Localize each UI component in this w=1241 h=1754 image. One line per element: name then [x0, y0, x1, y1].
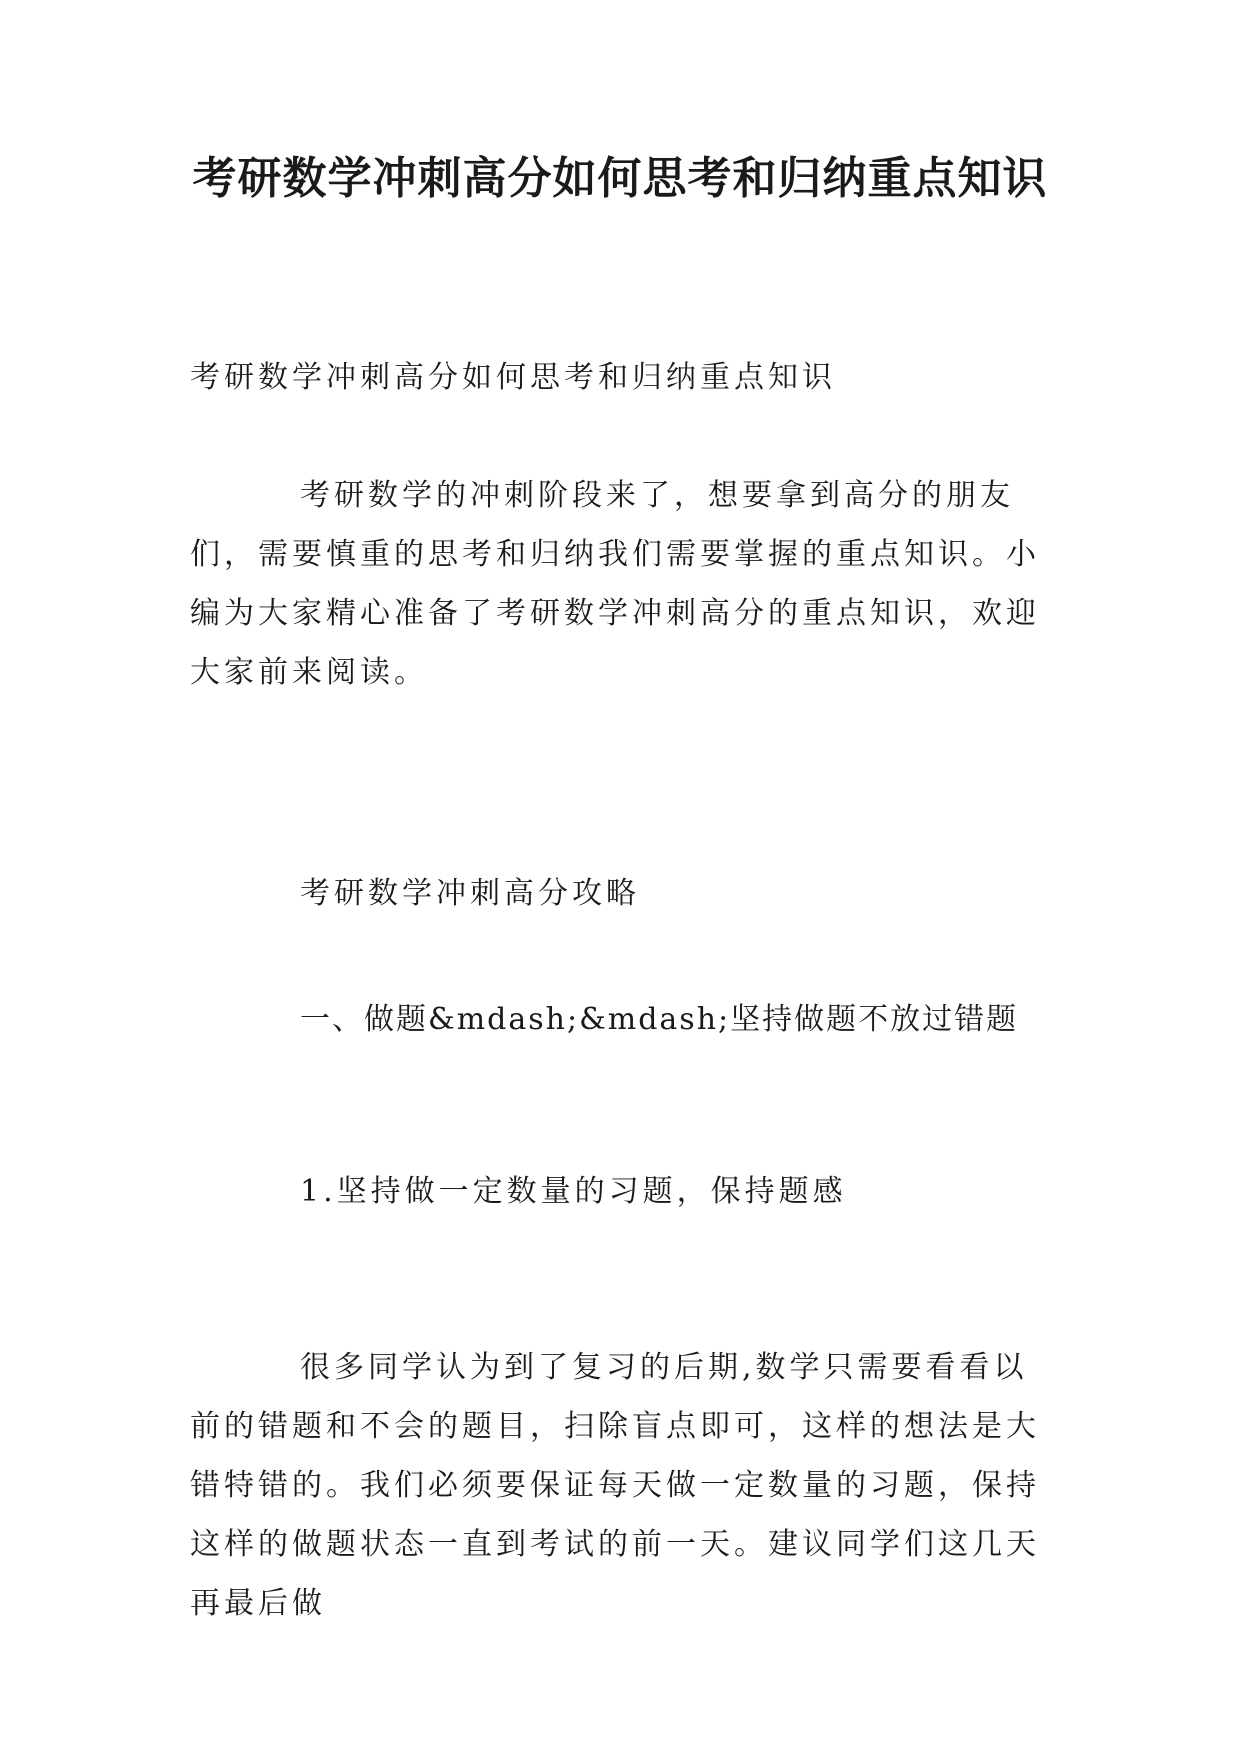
document-title: 考研数学冲刺高分如何思考和归纳重点知识: [192, 153, 1048, 204]
body-paragraph: 很多同学认为到了复习的后期,数学只需要看看以前的错题和不会的题目，扫除盲点即可，这样的想法是大错特错的。我们必须要保证每天做一定数量的习题，保持这样的做题状态一直到考试的前一天。建议同学们这几天再最后做: [190, 1350, 1040, 1621]
document-subtitle: 考研数学冲刺高分如何思考和归纳重点知识: [190, 360, 836, 395]
point-heading: 1.坚持做一定数量的习题，保持题感: [300, 1174, 847, 1209]
intro-paragraph: 考研数学的冲刺阶段来了，想要拿到高分的朋友们，需要慎重的思考和归纳我们需要掌握的重点知识。小编为大家精心准备了考研数学冲刺高分的重点知识，欢迎大家前来阅读。: [190, 478, 1040, 690]
strategy-heading: 考研数学冲刺高分攻略: [300, 876, 640, 911]
section-heading: 一、做题&mdash;&mdash;坚持做题不放过错题: [300, 1002, 1019, 1037]
